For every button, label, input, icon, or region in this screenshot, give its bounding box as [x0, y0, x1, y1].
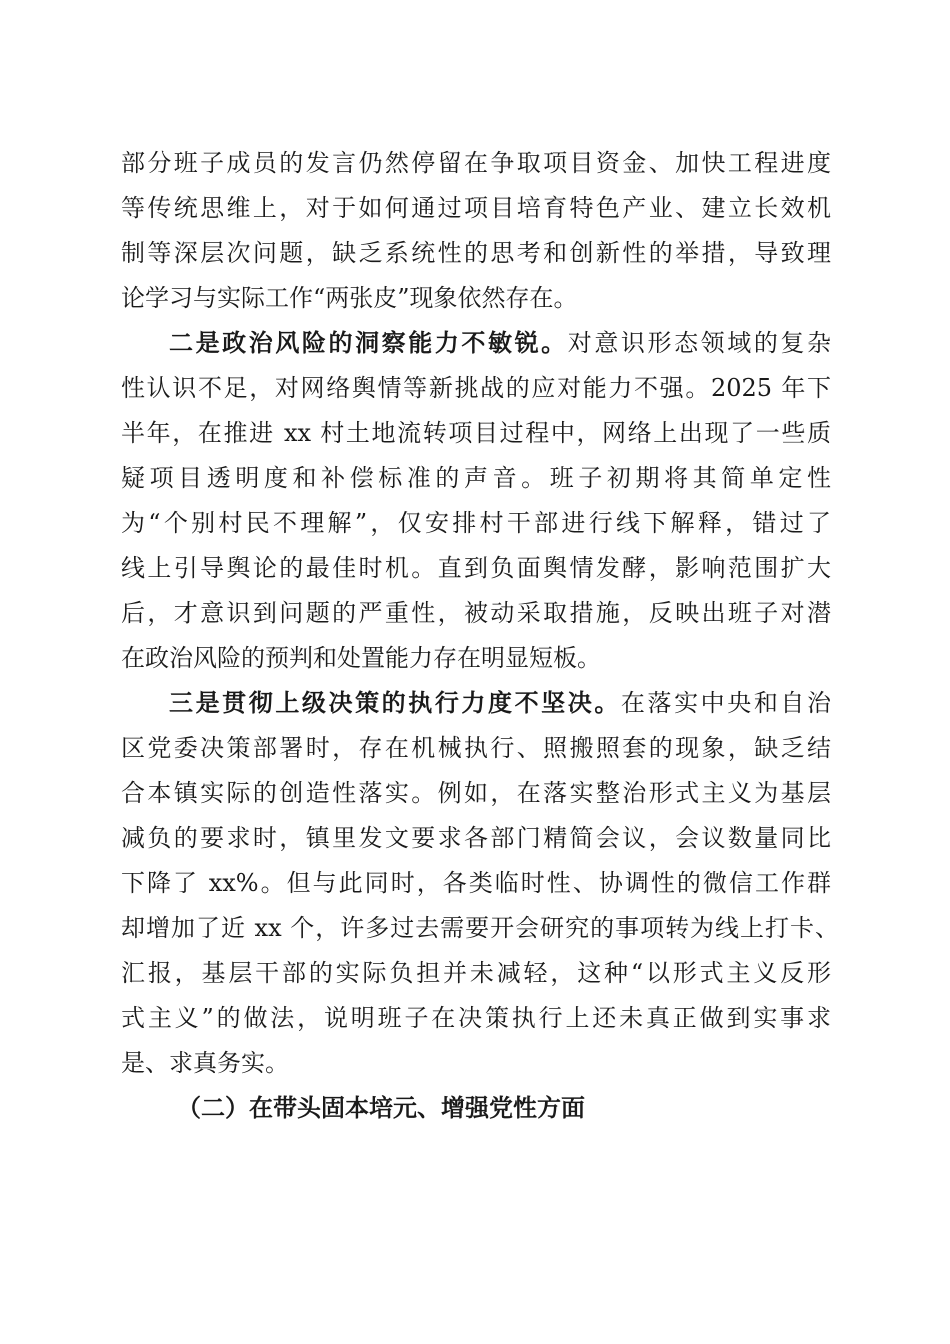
paragraph-line: 论学习与实际工作“两张皮”现象依然存在。: [121, 284, 578, 312]
paragraph-line: 汇报，基层干部的实际负担并未减轻，这种“以形式主义反形: [121, 959, 831, 987]
paragraph-line: 是、求真务实。: [121, 1049, 289, 1077]
paragraph-line: 后，才意识到问题的严重性，被动采取措施，反映出班子对潜: [121, 599, 831, 627]
paragraph-line: 在政治风险的预判和处置能力存在明显短板。: [121, 644, 601, 672]
paragraph-lead: 二是政治风险的洞察能力不敏锐。: [169, 328, 568, 357]
paragraph-first-line: [169, 323, 831, 363]
paragraph-line: 部分班子成员的发言仍然停留在争取项目资金、加快工程进度: [121, 149, 831, 177]
paragraph-line: 半年，在推进 xx 村土地流转项目过程中，网络上出现了一些质: [121, 419, 831, 447]
section-heading: （二）在带头固本培元、增强党性方面: [177, 1093, 585, 1122]
paragraph-line: 式主义”的做法，说明班子在决策执行上还未真正做到实事求: [121, 1004, 831, 1032]
paragraph-line: 疑项目透明度和补偿标准的声音。班子初期将其简单定性: [121, 464, 831, 492]
paragraph-line: 线上引导舆论的最佳时机。直到负面舆情发酵，影响范围扩大: [121, 554, 831, 582]
paragraph-lead-rest: 在落实中央和自治: [620, 689, 832, 717]
paragraph-line: 减负的要求时，镇里发文要求各部门精简会议，会议数量同比: [121, 824, 831, 852]
paragraph-lead-rest: 对意识形态领域的复杂: [567, 329, 831, 357]
paragraph-line: 下降了 xx%。但与此同时，各类临时性、协调性的微信工作群: [121, 869, 831, 897]
paragraph-line: 区党委决策部署时，存在机械执行、照搬照套的现象，缺乏结: [121, 734, 831, 762]
paragraph-first-line: [169, 683, 831, 723]
paragraph-line: 却增加了近 xx 个，许多过去需要开会研究的事项转为线上打卡、: [121, 914, 839, 942]
paragraph-line: 性认识不足，对网络舆情等新挑战的应对能力不强。2025 年下: [121, 374, 831, 402]
paragraph-line: 等传统思维上，对于如何通过项目培育特色产业、建立长效机: [121, 194, 831, 222]
paragraph-line: 制等深层次问题，缺乏系统性的思考和创新性的举措，导致理: [121, 239, 831, 267]
paragraph-line: 合本镇实际的创造性落实。例如，在落实整治形式主义为基层: [121, 779, 831, 807]
paragraph-line: 为“个别村民不理解”，仅安排村干部进行线下解释，错过了: [121, 509, 831, 537]
paragraph-lead: 三是贯彻上级决策的执行力度不坚决。: [169, 688, 621, 717]
